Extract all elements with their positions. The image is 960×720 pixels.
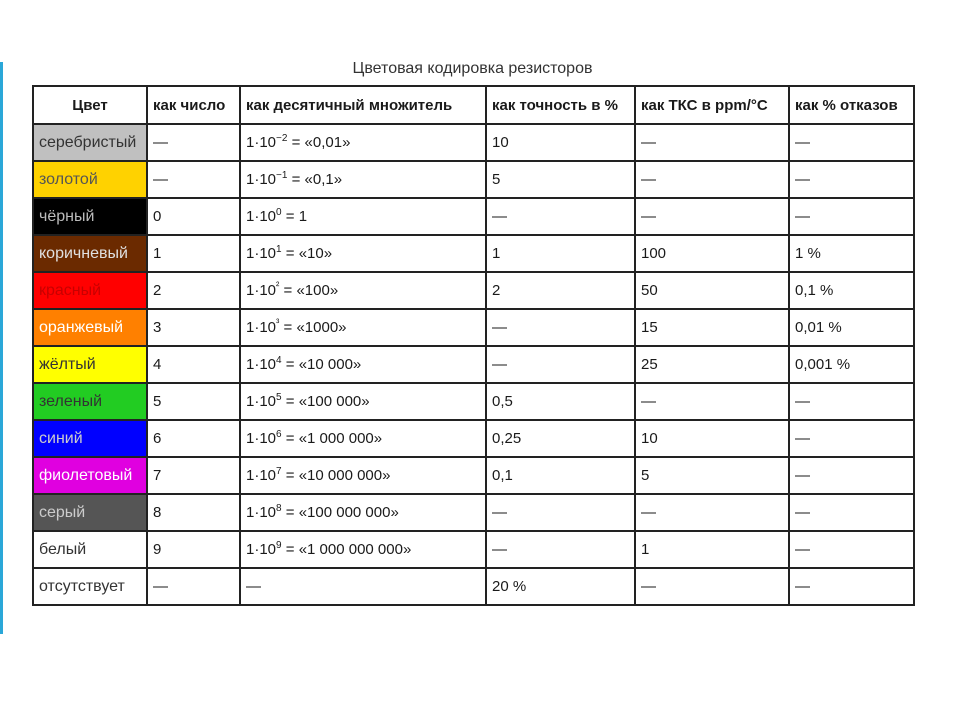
multiplier-exponent: 8 [276, 503, 282, 514]
multiplier-cell [240, 383, 486, 420]
table-header-row [33, 86, 914, 124]
multiplier-value: = «0,1» [287, 171, 343, 188]
table-caption: Цветовая кодировка резисторов [352, 60, 593, 77]
failure-rate-cell: — [789, 457, 914, 494]
table-row [33, 198, 914, 235]
number-cell: 6 [147, 420, 240, 457]
multiplier-value: = «100» [279, 282, 339, 299]
number-cell: 0 [147, 198, 240, 235]
tcr-cell: 10 [635, 420, 789, 457]
multiplier-cell [240, 124, 486, 161]
table-row [33, 568, 914, 605]
tolerance-cell: — [486, 531, 635, 568]
failure-rate-cell: — [789, 568, 914, 605]
header-number: как число [147, 86, 240, 124]
multiplier-cell [240, 198, 486, 235]
color-name-cell: оранжевый [33, 309, 147, 346]
header-color: Цвет [33, 86, 147, 124]
tcr-cell: 50 [635, 272, 789, 309]
multiplier-cell [240, 531, 486, 568]
color-name-cell: отсутствует [33, 568, 147, 605]
failure-rate-cell: 1 % [789, 235, 914, 272]
number-cell: 4 [147, 346, 240, 383]
table-row [33, 161, 914, 198]
tolerance-cell: 1 [486, 235, 635, 272]
multiplier-cell [240, 457, 486, 494]
table-row [33, 124, 914, 161]
number-cell: — [147, 161, 240, 198]
color-name-cell: серый [33, 494, 147, 531]
multiplier-value: = «1000» [279, 319, 347, 336]
number-cell: 3 [147, 309, 240, 346]
tcr-cell: — [635, 383, 789, 420]
table-row [33, 420, 914, 457]
tolerance-cell: 10 [486, 124, 635, 161]
multiplier-value: = «10» [281, 245, 333, 262]
color-name-cell: зеленый [33, 383, 147, 420]
header-tcr: как ТКС в ppm/°С [635, 86, 789, 124]
failure-rate-cell: — [789, 198, 914, 235]
multiplier-base: 1·10 [246, 541, 277, 558]
table-row [33, 457, 914, 494]
number-cell: 2 [147, 272, 240, 309]
number-cell: 7 [147, 457, 240, 494]
color-name-cell: жёлтый [33, 346, 147, 383]
tolerance-cell: — [486, 346, 635, 383]
tcr-cell: 1 [635, 531, 789, 568]
multiplier-exponent: 9 [276, 540, 282, 551]
tcr-cell: — [635, 124, 789, 161]
color-name-cell: коричневый [33, 235, 147, 272]
multiplier-base: — [246, 578, 261, 595]
tcr-cell: — [635, 161, 789, 198]
table-row [33, 494, 914, 531]
multiplier-base: 1·10 [246, 171, 277, 188]
multiplier-exponent: 0 [276, 207, 282, 218]
color-name-cell: красный [33, 272, 147, 309]
multiplier-value: = «10 000 000» [281, 467, 391, 484]
multiplier-exponent: −2 [276, 133, 288, 144]
header-multiplier: как десятичный множитель [240, 86, 486, 124]
multiplier-base: 1·10 [246, 245, 277, 262]
failure-rate-cell: — [789, 420, 914, 457]
failure-rate-cell: — [789, 494, 914, 531]
tcr-cell: — [635, 568, 789, 605]
left-accent-bar [0, 62, 3, 634]
multiplier-base: 1·10 [246, 282, 277, 299]
tolerance-cell: 20 % [486, 568, 635, 605]
failure-rate-cell: 0,1 % [789, 272, 914, 309]
tolerance-cell: 0,5 [486, 383, 635, 420]
tcr-cell: 5 [635, 457, 789, 494]
multiplier-value: = «10 000» [281, 356, 362, 373]
multiplier-exponent: ³ [276, 318, 280, 329]
table-row [33, 309, 914, 346]
failure-rate-cell: — [789, 124, 914, 161]
multiplier-exponent: 1 [276, 244, 282, 255]
table-row [33, 346, 914, 383]
number-cell: 8 [147, 494, 240, 531]
tcr-cell: — [635, 494, 789, 531]
multiplier-base: 1·10 [246, 134, 277, 151]
multiplier-cell [240, 161, 486, 198]
number-cell: 5 [147, 383, 240, 420]
tolerance-cell: — [486, 309, 635, 346]
multiplier-exponent: 4 [276, 355, 282, 366]
color-name-cell: белый [33, 531, 147, 568]
table-row [33, 383, 914, 420]
multiplier-cell [240, 272, 486, 309]
tcr-cell: — [635, 198, 789, 235]
tcr-cell: 15 [635, 309, 789, 346]
multiplier-value: = «100 000» [281, 393, 370, 410]
tolerance-cell: — [486, 494, 635, 531]
table-row [33, 531, 914, 568]
multiplier-base: 1·10 [246, 467, 277, 484]
header-failure-rate: как % отказов [789, 86, 914, 124]
resistor-color-code-table [32, 85, 915, 606]
color-name-cell: синий [33, 420, 147, 457]
color-name-cell: серебристый [33, 124, 147, 161]
tolerance-cell: — [486, 198, 635, 235]
header-tolerance: как точность в % [486, 86, 635, 124]
number-cell: — [147, 568, 240, 605]
multiplier-exponent: −1 [276, 170, 288, 181]
failure-rate-cell: 0,001 % [789, 346, 914, 383]
number-cell: 9 [147, 531, 240, 568]
multiplier-exponent: 5 [276, 392, 282, 403]
multiplier-exponent: 7 [276, 466, 282, 477]
multiplier-base: 1·10 [246, 393, 277, 410]
multiplier-value: = 1 [281, 208, 308, 225]
failure-rate-cell: — [789, 383, 914, 420]
tolerance-cell: 0,25 [486, 420, 635, 457]
color-name-cell: золотой [33, 161, 147, 198]
tolerance-cell: 0,1 [486, 457, 635, 494]
multiplier-cell [240, 346, 486, 383]
multiplier-cell [240, 309, 486, 346]
table-row [33, 235, 914, 272]
failure-rate-cell: — [789, 531, 914, 568]
multiplier-value: = «0,01» [287, 134, 351, 151]
multiplier-base: 1·10 [246, 430, 277, 447]
color-name-cell: чёрный [33, 198, 147, 235]
tolerance-cell: 2 [486, 272, 635, 309]
failure-rate-cell: 0,01 % [789, 309, 914, 346]
multiplier-base: 1·10 [246, 319, 277, 336]
number-cell: — [147, 124, 240, 161]
tcr-cell: 100 [635, 235, 789, 272]
multiplier-cell [240, 494, 486, 531]
failure-rate-cell: — [789, 161, 914, 198]
multiplier-exponent: ² [276, 281, 280, 292]
tcr-cell: 25 [635, 346, 789, 383]
multiplier-cell [240, 568, 486, 605]
color-name-cell: фиолетовый [33, 457, 147, 494]
number-cell: 1 [147, 235, 240, 272]
multiplier-cell [240, 420, 486, 457]
multiplier-base: 1·10 [246, 504, 277, 521]
multiplier-value: = «1 000 000 000» [281, 541, 412, 558]
multiplier-base: 1·10 [246, 208, 277, 225]
multiplier-value: = «1 000 000» [281, 430, 383, 447]
multiplier-base: 1·10 [246, 356, 277, 373]
multiplier-cell [240, 235, 486, 272]
tolerance-cell: 5 [486, 161, 635, 198]
table-row [33, 272, 914, 309]
multiplier-exponent: 6 [276, 429, 282, 440]
multiplier-value: = «100 000 000» [281, 504, 399, 521]
